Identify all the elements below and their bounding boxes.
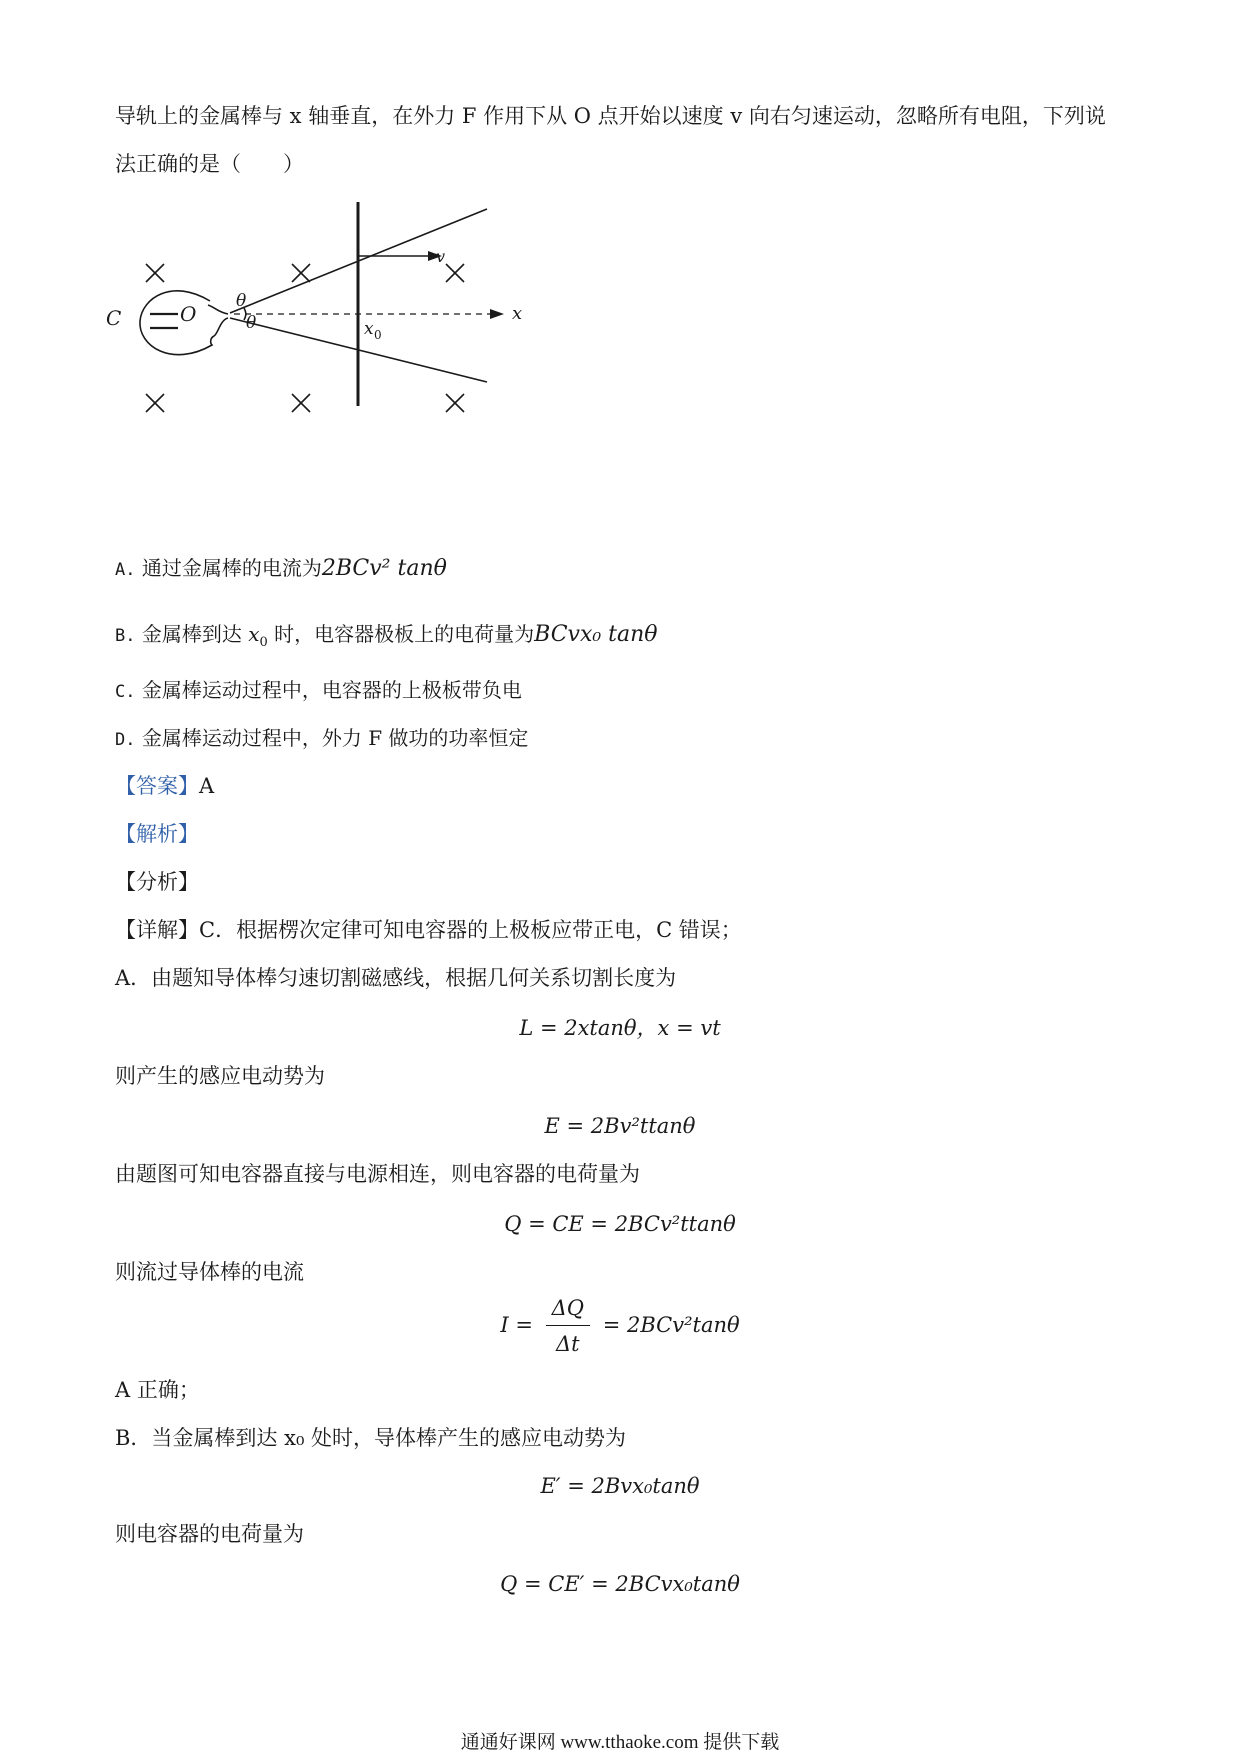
option-d-text: 金属棒运动过程中，外力 F 做功的功率恒定 xyxy=(141,726,529,750)
option-b-prefix: B. xyxy=(115,626,136,646)
equation-1: L = 2xtanθ，x = vt xyxy=(519,1016,721,1040)
equation-4-rhs: = 2BCv²tanθ xyxy=(602,1313,740,1338)
circuit-figure xyxy=(106,218,532,458)
label-O: O xyxy=(180,302,197,326)
equation-4-fraction xyxy=(546,1296,590,1357)
field-cross-5 xyxy=(292,394,310,412)
answer-value: A xyxy=(199,774,215,798)
field-cross-3 xyxy=(446,264,464,282)
equation-5: E′ = 2Bvx₀tanθ xyxy=(540,1474,700,1498)
option-a-formula: 2BCv² tanθ xyxy=(321,556,447,581)
option-b-formula: BCvx₀ tanθ xyxy=(534,622,658,647)
option-d xyxy=(115,726,528,750)
equation-4-lhs: I = xyxy=(500,1313,533,1338)
option-b-sub: 0 xyxy=(259,635,268,650)
option-d-prefix: D. xyxy=(115,730,136,750)
label-theta-upper: θ xyxy=(236,291,247,311)
detail-line-cap: 由题图可知电容器直接与电源相连，则电容器的电荷量为 xyxy=(115,1162,640,1186)
label-C: C xyxy=(106,306,122,330)
answer-label: 【答案】 xyxy=(115,774,199,798)
equation-6: Q = CE′ = 2BCvx₀tanθ xyxy=(500,1572,740,1596)
option-c-text: 金属棒运动过程中，电容器的上极板带负电 xyxy=(141,678,522,702)
detail-line-a-correct: A 正确； xyxy=(115,1378,200,1402)
detail-label: 【详解】 xyxy=(115,918,199,942)
detail-line-emf: 则产生的感应电动势为 xyxy=(115,1064,325,1088)
option-b-var: x xyxy=(248,622,260,646)
option-a xyxy=(115,556,447,582)
equation-4 xyxy=(0,1296,1240,1357)
answer-line xyxy=(115,774,214,799)
label-v: v xyxy=(436,247,446,266)
option-a-prefix: A. xyxy=(115,560,136,580)
option-b xyxy=(115,622,658,651)
label-x0-sub: 0 xyxy=(374,328,382,342)
label-theta-lower: θ xyxy=(246,313,257,333)
label-x0: x xyxy=(364,319,374,339)
field-cross-6 xyxy=(446,394,464,412)
option-b-text2: 时，电容器极板上的电荷量为 xyxy=(274,622,535,646)
option-c xyxy=(115,678,522,702)
question-line-1: 导轨上的金属棒与 x 轴垂直，在外力 F 作用下从 O 点开始以速度 v 向右匀速运动，忽略所有电阻，下列说 xyxy=(115,104,1106,128)
label-x: x xyxy=(512,303,523,324)
equation-3: Q = CE = 2BCv²ttanθ xyxy=(504,1212,736,1236)
analysis-label: 【解析】 xyxy=(115,822,199,846)
detail-line-b: B．当金属棒到达 x₀ 处时，导体棒产生的感应电动势为 xyxy=(115,1426,627,1450)
capacitor-loop xyxy=(140,291,214,355)
detail-line-current: 则流过导体棒的电流 xyxy=(115,1260,304,1284)
option-a-text: 通过金属棒的电流为 xyxy=(141,556,322,580)
x-axis-arrowhead xyxy=(490,309,504,319)
question-line-2: 法正确的是（ ） xyxy=(115,152,304,176)
field-cross-4 xyxy=(146,394,164,412)
equation-2: E = 2Bv²ttanθ xyxy=(544,1114,696,1138)
option-c-prefix: C. xyxy=(115,682,136,702)
detail-c-text: C．根据楞次定律可知电容器的上极板应带正电，C 错误； xyxy=(199,918,742,942)
detail-line-c xyxy=(115,918,742,943)
page-footer: 通通好课网 www.tthaoke.com 提供下载 xyxy=(460,1732,780,1753)
detail-line-a: A．由题知导体棒匀速切割磁感线，根据几何关系切割长度为 xyxy=(115,966,677,990)
equation-4-denominator: Δt xyxy=(556,1332,580,1357)
detail-line-q: 则电容器的电荷量为 xyxy=(115,1522,304,1546)
field-cross-2 xyxy=(292,264,310,282)
equation-4-numerator: ΔQ xyxy=(546,1296,590,1326)
option-b-text1: 金属棒到达 xyxy=(141,622,242,646)
fenxi-label: 【分析】 xyxy=(115,870,199,894)
field-cross-1 xyxy=(146,264,164,282)
